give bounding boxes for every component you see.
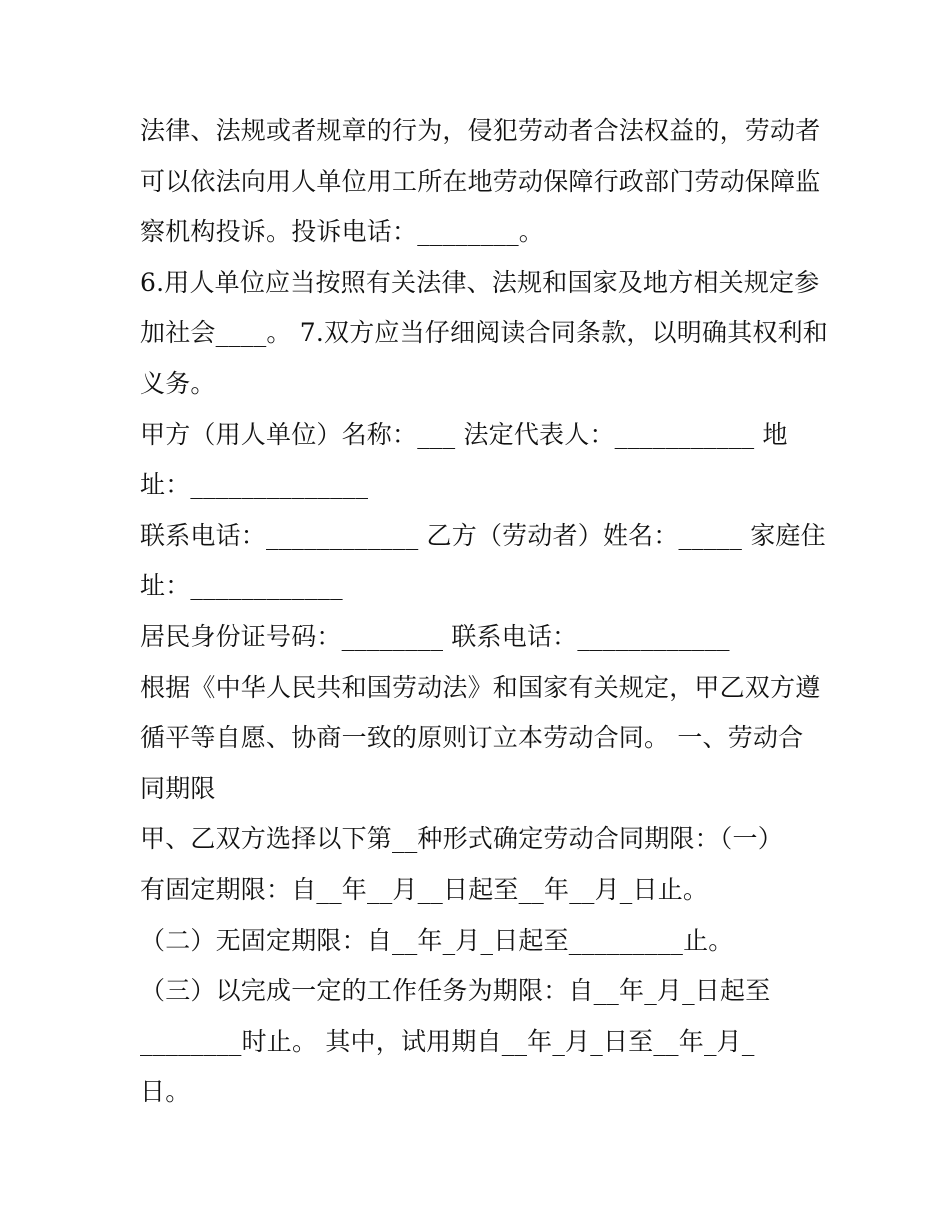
contract-body-text xyxy=(140,106,829,1118)
text-line-18: （三）以完成一定的工作任务为期限：自__年_月_日起至 xyxy=(140,976,771,1006)
text-line-19: ________时止。 其中，试用期自__年_月_日至__年_月_ xyxy=(140,1026,755,1056)
text-line-1: 法律、法规或者规章的行为，侵犯劳动者合法权益的，劳动者 xyxy=(140,116,821,145)
text-line-10: 址：____________ xyxy=(140,571,343,601)
text-line-9: 联系电话：____________ 乙方（劳动者）姓名：_____ 家庭住 xyxy=(140,520,826,550)
text-line-12: 根据《中华人民共和国劳动法》和国家有关规定，甲乙双方遵 xyxy=(140,672,821,702)
text-line-7: 甲方（用人单位）名称：___ 法定代表人：___________ 地 xyxy=(140,419,788,449)
text-line-14: 同期限 xyxy=(140,773,216,803)
text-line-13: 循平等自愿、协商一致的原则订立本劳动合同。 一、劳动合 xyxy=(140,723,804,753)
text-line-11: 居民身份证号码：________ 联系电话：____________ xyxy=(140,621,730,651)
text-line-15: 甲、乙双方选择以下第__种形式确定劳动合同期限：（一） xyxy=(140,824,783,854)
text-line-5: 加社会____。 7.双方应当仔细阅读合同条款，以明确其权利和 xyxy=(140,318,829,348)
text-line-4: 6.用人单位应当按照有关法律、法规和国家及地方相关规定参 xyxy=(140,267,820,297)
text-line-6: 义务。 xyxy=(140,368,216,398)
text-line-3: 察机构投诉。投诉电话：________。 xyxy=(140,217,545,247)
text-line-20: 日。 xyxy=(140,1077,191,1107)
text-line-8: 址：______________ xyxy=(140,470,369,500)
text-line-2: 可以依法向用人单位用工所在地劳动保障行政部门劳动保障监 xyxy=(140,166,821,196)
text-line-17: （二）无固定期限：自__年_月_日起至_________止。 xyxy=(140,925,734,955)
text-line-16: 有固定期限：自__年__月__日起至__年__月_日止。 xyxy=(140,874,709,904)
